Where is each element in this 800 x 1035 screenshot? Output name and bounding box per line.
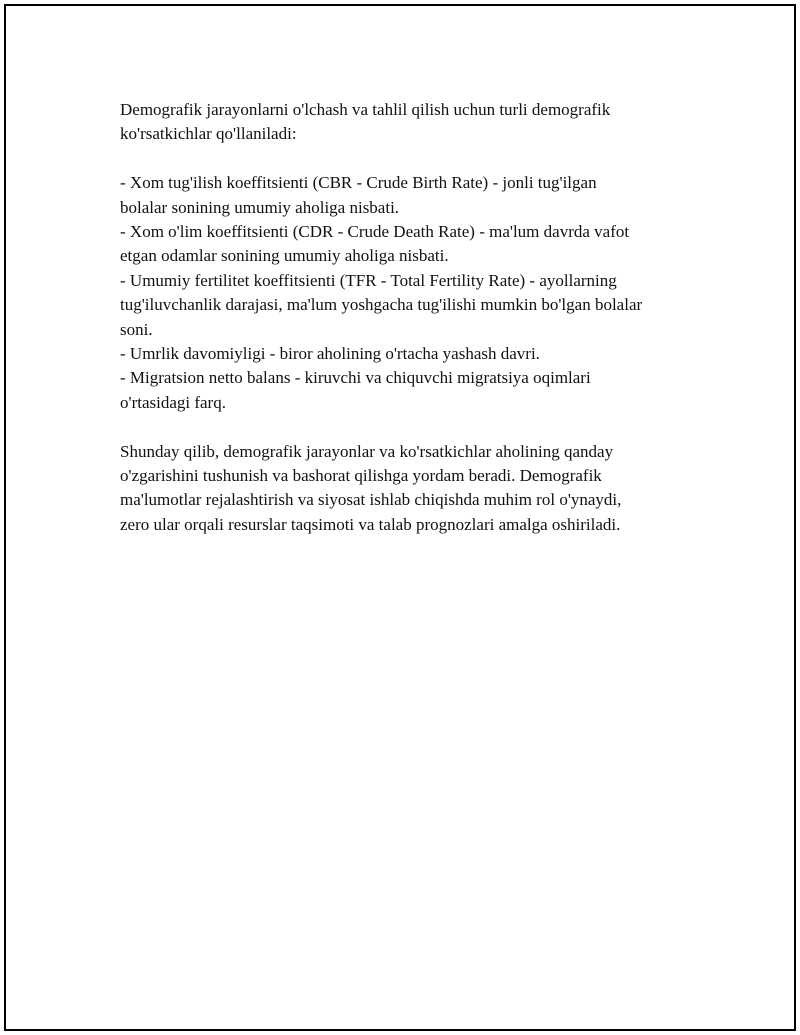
- list-item-line: etgan odamlar sonining umumiy aholiga nisbati.: [120, 246, 449, 266]
- list-item-line: - Umrlik davomiyligi - biror aholining o'rtacha yashash davri.: [120, 344, 540, 364]
- list-item-line: tug'iluvchanlik darajasi, ma'lum yoshgacha tug'ilishi mumkin bo'lgan bolalar: [120, 295, 643, 315]
- list-item-line: - Xom o'lim koeffitsienti (CDR - Crude Death Rate) - ma'lum davrda vafot: [120, 222, 630, 242]
- intro-line: Demografik jarayonlarni o'lchash va tahlil qilish uchun turli demografik: [120, 100, 611, 119]
- conclusion-line: o'zgarishini tushunish va bashorat qilishga yordam beradi. Demografik: [120, 466, 602, 486]
- page-frame: [4, 4, 796, 1031]
- document-body: [120, 98, 700, 537]
- conclusion-line: zero ular orqali resurslar taqsimoti va talab prognozlari amalga oshiriladi.: [120, 514, 621, 534]
- list-item-line: - Migratsion netto balans - kiruvchi va chiquvchi migratsiya oqimlari: [120, 368, 591, 388]
- list-item-line: soni.: [120, 319, 153, 339]
- list-item-line: - Umumiy fertilitet koeffitsienti (TFR - Total Fertility Rate) - ayollarning: [120, 270, 617, 290]
- conclusion-line: ma'lumotlar rejalashtirish va siyosat ishlab chiqishda muhim rol o'ynaydi,: [120, 490, 622, 510]
- paragraph-spacer: [120, 415, 700, 439]
- list-item-line: o'rtasidagi farq.: [120, 392, 226, 412]
- list-item-line: - Xom tug'ilish koeffitsienti (CBR - Crude Birth Rate) - jonli tug'ilgan: [120, 173, 597, 193]
- intro-line: ko'rsatkichlar qo'llaniladi:: [120, 124, 297, 144]
- paragraph-spacer: [120, 147, 700, 171]
- conclusion-line: Shunday qilib, demografik jarayonlar va ko'rsatkichlar aholining qanday: [120, 441, 614, 461]
- list-item-line: bolalar sonining umumiy aholiga nisbati.: [120, 197, 400, 217]
